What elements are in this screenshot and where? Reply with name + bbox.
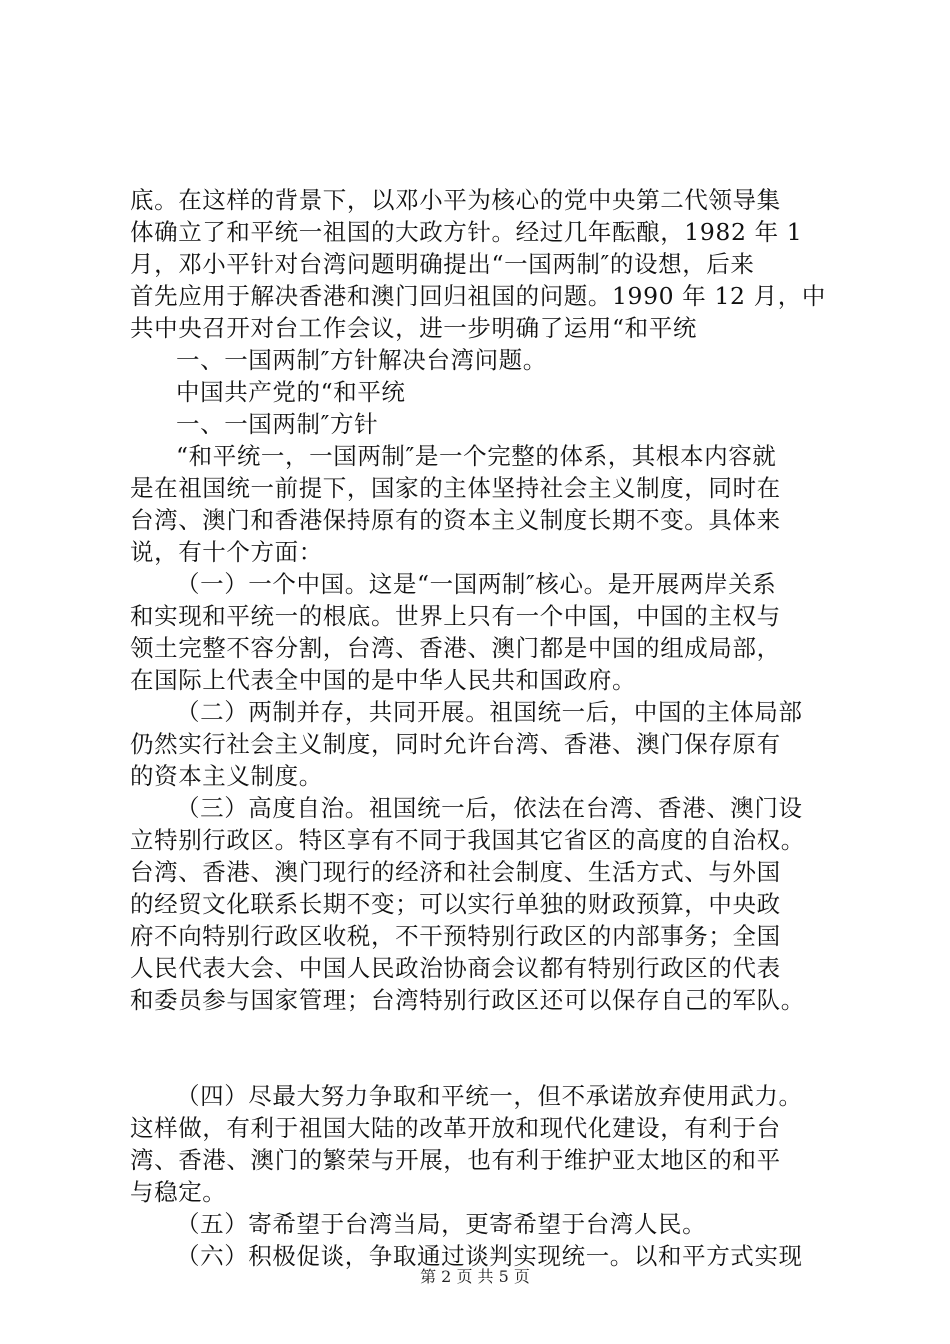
text-line: 湾、香港、澳门的繁荣与开展，也有利于维护亚太地区的和平 [130, 1146, 781, 1174]
text-line: 说，有十个方面： [130, 538, 323, 566]
text-line: 一、一国两制″方针 [176, 410, 379, 438]
text-line: 月，邓小平针对台湾问题明确提出“一国两制″的设想，后来 [130, 250, 755, 278]
text-line: 府不向特别行政区收税，不干预特别行政区的内部事务；全国 [130, 922, 781, 950]
text-line: 台湾、香港、澳门现行的经济和社会制度、生活方式、与外国 [130, 858, 781, 886]
paragraph-gap [130, 1016, 830, 1080]
text-line: （六）积极促谈，争取通过谈判实现统一。以和平方式实现 [176, 1242, 803, 1270]
text-line: 台湾、澳门和香港保持原有的资本主义制度长期不变。具体来 [130, 506, 781, 534]
text-line: 这样做，有利于祖国大陆的改革开放和现代化建设，有利于台 [130, 1114, 781, 1142]
text-line: 的资本主义制度。 [130, 762, 323, 790]
text-line: 人民代表大会、中国人民政治协商会议都有特别行政区的代表 [130, 954, 781, 982]
text-line: 和委员参与国家管理；台湾特别行政区还可以保存自己的军队。 [130, 986, 805, 1014]
text-line: “和平统一，一国两制″是一个完整的体系，其根本内容就 [176, 442, 777, 470]
text-line: 中国共产党的“和平统 [176, 378, 406, 406]
text-line: 共中央召开对台工作会议，进一步明确了运用“和平统 [130, 314, 697, 342]
text-line: 立特别行政区。特区享有不同于我国其它省区的高度的自治权。 [130, 826, 805, 854]
text-line: 在国际上代表全中国的是中华人民共和国政府。 [130, 666, 637, 694]
text-line: 体确立了和平统一祖国的大政方针。经过几年酝酿，1982 年 1 [130, 218, 803, 246]
page-footer [0, 1264, 950, 1287]
document-body [130, 184, 830, 1272]
text-line: （五）寄希望于台湾当局，更寄希望于台湾人民。 [176, 1210, 707, 1238]
text-line: 底。在这样的背景下，以邓小平为核心的党中央第二代领导集 [130, 186, 781, 214]
text-line: 仍然实行社会主义制度，同时允许台湾、香港、澳门保存原有 [130, 730, 781, 758]
text-line: （二）两制并存，共同开展。祖国统一后，中国的主体局部 [176, 698, 803, 726]
text-line: 首先应用于解决香港和澳门回归祖国的问题。1990 年 12 月，中 [130, 282, 826, 310]
text-line: 的经贸文化联系长期不变；可以实行单独的财政预算，中央政 [130, 890, 781, 918]
text-line: 是在祖国统一前提下，国家的主体坚持社会主义制度，同时在 [130, 474, 781, 502]
text-line: （四）尽最大努力争取和平统一，但不承诺放弃使用武力。 [176, 1082, 803, 1110]
page-number-label: 第 2 页 共 5 页 [420, 1267, 530, 1286]
text-line: 和实现和平统一的根底。世界上只有一个中国，中国的主权与 [130, 602, 781, 630]
text-line: （一）一个中国。这是“一国两制″核心。是开展两岸关系 [176, 570, 777, 598]
text-line: 一、一国两制″方针解决台湾问题。 [176, 346, 547, 374]
text-line: 与稳定。 [130, 1178, 227, 1206]
text-line: 领土完整不容分割，台湾、香港、澳门都是中国的组成局部， [130, 634, 781, 662]
text-line: （三）高度自治。祖国统一后，依法在台湾、香港、澳门设 [176, 794, 803, 822]
